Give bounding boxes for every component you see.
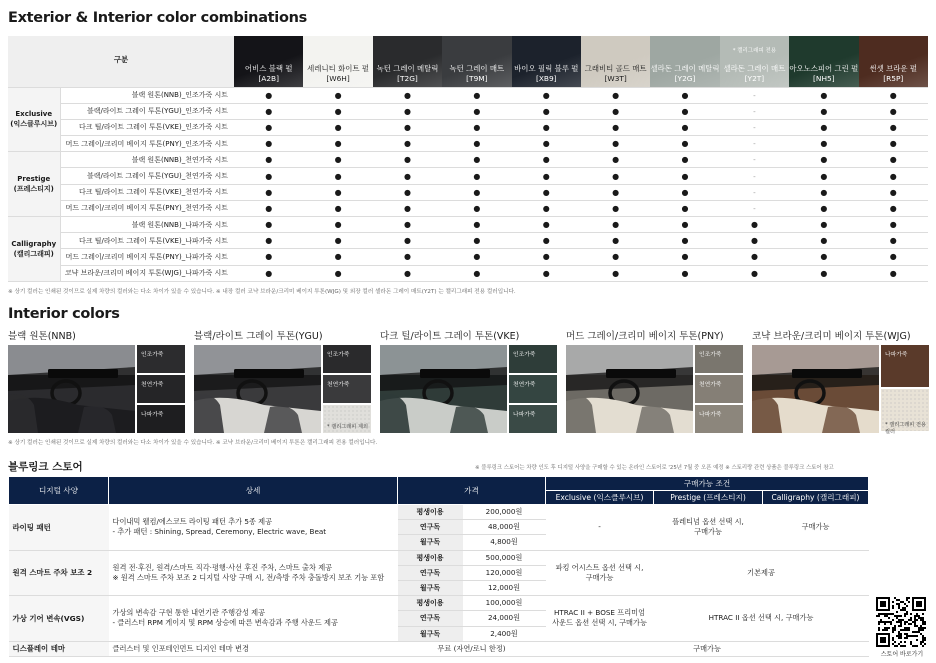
available-mark: ●: [859, 103, 928, 119]
color-header-y2g: [650, 36, 719, 87]
color-name: 녹턴 그레이 매트: [449, 63, 505, 73]
available-mark: ●: [859, 217, 928, 233]
exclusive-header: Exclusive (익스클루시브): [546, 491, 654, 505]
cond-prestige: 플레티넘 옵션 선택 시, 구매가능: [654, 505, 763, 551]
material-swatch: 천연가죽: [509, 375, 557, 403]
unavailable-mark: -: [720, 103, 789, 119]
available-mark: ●: [373, 119, 442, 135]
store-item-name: 디스플레이 테마: [9, 641, 109, 656]
cond-header: 구매가능 조건: [546, 477, 869, 491]
color-header-r5p: [859, 36, 928, 87]
available-mark: ●: [234, 103, 303, 119]
available-mark: ●: [373, 233, 442, 249]
available-mark: ●: [373, 168, 442, 184]
available-mark: ●: [234, 200, 303, 216]
available-mark: ●: [512, 265, 581, 281]
interior-card: [380, 328, 558, 418]
color-header-t2g: [373, 36, 442, 87]
available-mark: ●: [789, 168, 858, 184]
available-mark: ●: [373, 265, 442, 281]
interior-card: [8, 328, 186, 418]
available-mark: ●: [581, 119, 650, 135]
available-mark: ●: [234, 136, 303, 152]
available-mark: ●: [512, 184, 581, 200]
available-mark: ●: [373, 136, 442, 152]
available-mark: ●: [234, 119, 303, 135]
available-mark: ●: [789, 184, 858, 200]
seat-label: 블랙 원톤(NNB)_나파가죽 시트: [60, 217, 234, 233]
material-swatch: 나파가죽: [137, 405, 185, 433]
available-mark: ●: [789, 87, 858, 103]
color-header-row: [8, 36, 928, 87]
color-name: 세레니티 화이트 펄: [307, 63, 369, 73]
available-mark: ●: [373, 87, 442, 103]
available-mark: ●: [650, 249, 719, 265]
combo-row: [8, 168, 928, 184]
color-name: 아오노스피어 그린 펄: [789, 63, 859, 73]
interior-label: 블랙 원톤(NNB): [8, 331, 76, 342]
available-mark: ●: [373, 103, 442, 119]
available-mark: ●: [581, 136, 650, 152]
available-mark: ●: [650, 152, 719, 168]
available-mark: ●: [442, 233, 511, 249]
color-combination-table: [8, 36, 928, 282]
available-mark: ●: [512, 136, 581, 152]
detail-line: - 추가 패턴 : Shining, Spread, Ceremony, Electric wave, Beat: [112, 527, 327, 537]
available-mark: ●: [859, 119, 928, 135]
store-item-detail: [109, 641, 398, 656]
available-mark: ●: [789, 152, 858, 168]
combo-row: [8, 87, 928, 103]
available-mark: ●: [789, 233, 858, 249]
price-header: 가격: [398, 477, 546, 505]
interior-photo: [8, 345, 135, 433]
unavailable-mark: -: [720, 184, 789, 200]
color-code: [T9M]: [466, 73, 488, 83]
cond-calligraphy: 구매가능: [763, 505, 869, 551]
available-mark: ●: [442, 184, 511, 200]
available-mark: ●: [303, 200, 372, 216]
available-mark: ●: [859, 249, 928, 265]
available-mark: ●: [650, 119, 719, 135]
available-mark: ●: [789, 217, 858, 233]
available-mark: ●: [859, 233, 928, 249]
color-note: * 캘리그래피 전용: [732, 47, 777, 54]
store-item-detail: [109, 596, 398, 642]
color-header-a2b: [234, 36, 303, 87]
interior-photo: [752, 345, 879, 433]
combo-row: [8, 265, 928, 281]
unavailable-mark: -: [720, 200, 789, 216]
interior-label: 코냑 브라운/크리미 베이지 투톤(WJG): [752, 331, 911, 342]
price-value: 12,000원: [463, 580, 546, 595]
material-swatch: 인조가죽: [323, 345, 371, 373]
unavailable-mark: -: [720, 87, 789, 103]
detail-line: - 클러스터 RPM 게이지 및 RPM 상승에 따른 변속감과 주행 사운드 제공: [112, 618, 338, 628]
unavailable-mark: -: [720, 152, 789, 168]
seat-label: 블랙/라이트 그레이 투톤(YGU)_인조가죽 시트: [60, 103, 234, 119]
spec-header: 디지털 사양: [9, 477, 109, 505]
price-type: 연구독: [398, 520, 463, 535]
available-mark: ●: [789, 103, 858, 119]
available-mark: ●: [512, 87, 581, 103]
available-mark: ●: [859, 184, 928, 200]
available-mark: ●: [512, 217, 581, 233]
detail-line: ※ 원격 스마트 주차 보조 2 디지털 사양 구매 시, 전/측방 주차 충돌방지 보조 기능 포함: [112, 572, 385, 582]
available-mark: ●: [650, 103, 719, 119]
detail-line: 원격 전·후진, 원격/스마트 직각·평행·사선 후진 주차, 스마트 출차 제공: [112, 562, 333, 572]
store-item-detail: [109, 505, 398, 551]
seat-label: 코냑 브라운/크리미 베이지 투톤(WJG)_나파가죽 시트: [60, 265, 234, 281]
available-mark: ●: [303, 119, 372, 135]
material-swatch: 천연가죽: [137, 375, 185, 403]
material-swatch: * 캘리그래피 전용 컬러: [881, 389, 929, 431]
store-row: [9, 505, 869, 520]
available-mark: ●: [512, 119, 581, 135]
material-swatch: 천연가죽: [323, 375, 371, 403]
interior-label: 머드 그레이/크리미 베이지 투톤(PNY): [566, 331, 724, 342]
cond-prestige-calligraphy: HTRAC II 옵션 선택 시, 구매가능: [654, 596, 869, 642]
available-mark: ●: [373, 184, 442, 200]
combo-row: [8, 217, 928, 233]
price-value: 2,400원: [463, 626, 546, 641]
available-mark: ●: [789, 265, 858, 281]
seat-label: 블랙 원톤(NNB)_천연가죽 시트: [60, 152, 234, 168]
interior-photo: [194, 345, 321, 433]
cond-exclusive: 파킹 어시스트 옵션 선택 시, 구매가능: [546, 550, 654, 596]
seat-label: 다크 틸/라이트 그레이 투톤(VKE)_천연가죽 시트: [60, 184, 234, 200]
store-item-name: 라이팅 패턴: [9, 505, 109, 551]
material-swatch: 나파가죽: [695, 405, 743, 433]
available-mark: ●: [859, 152, 928, 168]
interior-card: [194, 328, 372, 430]
available-mark: ●: [303, 184, 372, 200]
available-mark: ●: [303, 265, 372, 281]
calligraphy-header: Calligraphy (캘리그래피): [763, 491, 869, 505]
trim-label: Calligraphy (캘리그래피): [8, 217, 60, 282]
price-free: 무료 (자연/로니 한정): [398, 641, 546, 656]
material-swatch: 나파가죽: [509, 405, 557, 433]
price-value: 100,000원: [463, 596, 546, 611]
gubun-header: 구분: [8, 36, 234, 87]
available-mark: ●: [442, 103, 511, 119]
detail-header: 상세: [109, 477, 398, 505]
available-mark: ●: [234, 87, 303, 103]
material-swatch: * 캘리그래피 제외: [323, 405, 371, 433]
cond-exclusive: -: [546, 505, 654, 551]
available-mark: ●: [303, 217, 372, 233]
available-mark: ●: [650, 233, 719, 249]
price-value: 24,000원: [463, 611, 546, 626]
store-row: [9, 596, 869, 611]
available-mark: ●: [581, 152, 650, 168]
available-mark: ●: [512, 152, 581, 168]
color-code: [Y2T]: [744, 73, 765, 83]
color-code: [W3T]: [604, 73, 627, 83]
available-mark: ●: [581, 200, 650, 216]
available-mark: ●: [581, 87, 650, 103]
price-type: 월구독: [398, 535, 463, 550]
available-mark: ●: [234, 217, 303, 233]
cond-exclusive: HTRAC II + BOSE 프리미엄 사운드 옵션 선택 시, 구매가능: [546, 596, 654, 642]
available-mark: ●: [512, 233, 581, 249]
interior-title: Interior colors: [8, 306, 120, 322]
interior-card: [752, 328, 930, 435]
price-type: 평생이용: [398, 596, 463, 611]
combo-row: [8, 119, 928, 135]
cond-all: 구매가능: [546, 641, 869, 656]
available-mark: ●: [303, 87, 372, 103]
price-value: 500,000원: [463, 550, 546, 565]
available-mark: ●: [442, 168, 511, 184]
available-mark: ●: [234, 168, 303, 184]
combos-title: Exterior & Interior color combinations: [8, 10, 307, 26]
available-mark: ●: [859, 200, 928, 216]
available-mark: ●: [373, 217, 442, 233]
available-mark: ●: [442, 87, 511, 103]
trim-label: Prestige (프레스티지): [8, 152, 60, 217]
available-mark: ●: [442, 136, 511, 152]
interior-card: [566, 328, 744, 418]
available-mark: ●: [581, 184, 650, 200]
available-mark: ●: [442, 249, 511, 265]
available-mark: ●: [303, 136, 372, 152]
seat-label: 다크 틸/라이트 그레이 투톤(VKE)_인조가죽 시트: [60, 119, 234, 135]
available-mark: ●: [581, 103, 650, 119]
combo-row: [8, 233, 928, 249]
available-mark: ●: [789, 136, 858, 152]
trim-label: Exclusive (익스클루시브): [8, 87, 60, 152]
color-code: [NH5]: [813, 73, 835, 83]
color-name: 셀라돈 그레이 매트: [723, 63, 786, 73]
color-code: [W6H]: [326, 73, 350, 83]
store-note: ※ 블루링크 스토어는 차량 인도 후 디지털 사양을 구매할 수 있는 온라인 스토어로 '25년 7월 중 오픈 예정 ※ 스토리랑 관련 상품은 블루링크 스토어 참고: [475, 465, 834, 471]
color-code: [T2G]: [397, 73, 418, 83]
color-name: 그래비티 골드 매트: [584, 63, 647, 73]
price-value: 48,000원: [463, 520, 546, 535]
color-name: 셀라돈 그레이 메탈릭: [650, 63, 720, 73]
price-value: 4,800원: [463, 535, 546, 550]
available-mark: ●: [303, 103, 372, 119]
color-name: 어비스 블랙 펄: [244, 63, 293, 73]
color-header-nh5: [789, 36, 858, 87]
available-mark: ●: [720, 217, 789, 233]
available-mark: ●: [859, 168, 928, 184]
available-mark: ●: [512, 103, 581, 119]
color-header-xb9: [512, 36, 581, 87]
available-mark: ●: [650, 200, 719, 216]
available-mark: ●: [581, 249, 650, 265]
available-mark: ●: [789, 200, 858, 216]
store-row: [9, 550, 869, 565]
material-swatch: 천연가죽: [695, 375, 743, 403]
price-type: 평생이용: [398, 550, 463, 565]
detail-line: 클러스터 및 인포테인먼트 디지인 테마 변경: [112, 643, 249, 653]
available-mark: ●: [581, 265, 650, 281]
interior-footnote: ※ 상기 컬러는 인쇄된 것이므로 실제 차량의 컬러와는 다소 차이가 있을 수 있습니다. ※ 코냑 브라운/크리미 베이지 투톤은 캘리그래피 전용 컬러입니다.: [8, 440, 378, 446]
price-type: 연구독: [398, 611, 463, 626]
available-mark: ●: [373, 249, 442, 265]
available-mark: ●: [442, 217, 511, 233]
seat-label: 블랙 원톤(NNB)_인조가죽 시트: [60, 87, 234, 103]
available-mark: ●: [442, 152, 511, 168]
interior-photo: [566, 345, 693, 433]
available-mark: ●: [650, 265, 719, 281]
available-mark: ●: [720, 233, 789, 249]
available-mark: ●: [650, 217, 719, 233]
color-header-w3t: [581, 36, 650, 87]
color-code: [A2B]: [258, 73, 279, 83]
interior-label: 다크 틸/라이트 그레이 투톤(VKE): [380, 331, 520, 342]
price-type: 월구독: [398, 580, 463, 595]
color-name: 썬셋 브라운 펄: [869, 63, 918, 73]
available-mark: ●: [442, 200, 511, 216]
available-mark: ●: [859, 136, 928, 152]
combo-row: [8, 200, 928, 216]
material-swatch: 나파가죽: [881, 345, 929, 387]
available-mark: ●: [442, 265, 511, 281]
price-type: 월구독: [398, 626, 463, 641]
color-code: [Y2G]: [674, 73, 696, 83]
interior-photo: [380, 345, 507, 433]
combo-row: [8, 136, 928, 152]
unavailable-mark: -: [720, 168, 789, 184]
available-mark: ●: [234, 233, 303, 249]
detail-line: 다이내믹 웰컴/에스코트 라이팅 패턴 추가 5종 제공: [112, 517, 273, 527]
available-mark: ●: [512, 249, 581, 265]
price-type: 평생이용: [398, 505, 463, 520]
available-mark: ●: [720, 265, 789, 281]
material-swatch: 인조가죽: [509, 345, 557, 373]
store-row: [9, 641, 869, 656]
available-mark: ●: [512, 168, 581, 184]
available-mark: ●: [234, 152, 303, 168]
available-mark: ●: [581, 217, 650, 233]
available-mark: ●: [234, 265, 303, 281]
qr-icon: [876, 597, 926, 647]
available-mark: ●: [581, 233, 650, 249]
available-mark: ●: [650, 87, 719, 103]
qr-label: 스토어 바로가기: [880, 651, 924, 658]
detail-line: 가상의 변속감 구현 통한 내연기관 주행감성 제공: [112, 608, 266, 618]
unavailable-mark: -: [720, 136, 789, 152]
available-mark: ●: [234, 249, 303, 265]
price-value: 120,000원: [463, 565, 546, 580]
unavailable-mark: -: [720, 119, 789, 135]
seat-label: 블랙/라이트 그레이 투톤(YGU)_천연가죽 시트: [60, 168, 234, 184]
combo-row: [8, 249, 928, 265]
price-type: 연구독: [398, 565, 463, 580]
color-name: 바이오 필릭 블루 펄: [514, 63, 579, 73]
seat-label: 머드 그레이/크리미 베이지 투톤(PNY)_천연가죽 시트: [60, 200, 234, 216]
available-mark: ●: [512, 200, 581, 216]
seat-label: 머드 그레이/크리미 베이지 투톤(PNY)_나파가죽 시트: [60, 249, 234, 265]
available-mark: ●: [720, 249, 789, 265]
price-value: 200,000원: [463, 505, 546, 520]
interior-label: 블랙/라이트 그레이 투톤(YGU): [194, 331, 323, 342]
color-header-t9m: [442, 36, 511, 87]
store-qr-code[interactable]: [876, 597, 926, 647]
available-mark: ●: [581, 168, 650, 184]
available-mark: ●: [859, 87, 928, 103]
color-header-w6h: [303, 36, 372, 87]
store-item-detail: [109, 550, 398, 596]
material-swatch: 인조가죽: [695, 345, 743, 373]
prestige-header: Prestige (프레스티지): [654, 491, 763, 505]
store-title: 블루링크 스토어: [8, 461, 83, 473]
color-code: [XB9]: [535, 73, 557, 83]
available-mark: ●: [303, 152, 372, 168]
available-mark: ●: [303, 249, 372, 265]
bluelink-store-table: [8, 476, 869, 657]
available-mark: ●: [303, 233, 372, 249]
available-mark: ●: [650, 184, 719, 200]
available-mark: ●: [303, 168, 372, 184]
material-swatch: 인조가죽: [137, 345, 185, 373]
available-mark: ●: [789, 249, 858, 265]
available-mark: ●: [234, 184, 303, 200]
available-mark: ●: [373, 152, 442, 168]
combo-row: [8, 184, 928, 200]
available-mark: ●: [789, 119, 858, 135]
store-item-name: 원격 스마트 주차 보조 2: [9, 550, 109, 596]
cond-prestige-calligraphy: 기본제공: [654, 550, 869, 596]
color-name: 녹턴 그레이 메탈릭: [376, 63, 439, 73]
available-mark: ●: [442, 119, 511, 135]
color-header-y2t: [720, 36, 789, 87]
available-mark: ●: [859, 265, 928, 281]
seat-label: 머드 그레이/크리미 베이지 투톤(PNY)_인조가죽 시트: [60, 136, 234, 152]
seat-label: 다크 틸/라이트 그레이 투톤(VKE)_나파가죽 시트: [60, 233, 234, 249]
store-item-name: 가상 기어 변속(VGS): [9, 596, 109, 642]
color-code: [R5P]: [883, 73, 904, 83]
combo-row: [8, 152, 928, 168]
combo-footnote: ※ 상기 컬러는 인쇄된 것이므로 실제 차량의 컬러와는 다소 차이가 있을 수 있습니다. ※ 내장 컬러 코냑 브라운/크리미 베이지 투톤(WJG) 및 외장 컬러 셀라돈 그레이 매트(Y2T) 는 캘리그래피 전용 컬러입니다.: [8, 289, 516, 295]
combo-row: [8, 103, 928, 119]
available-mark: ●: [650, 136, 719, 152]
available-mark: ●: [373, 200, 442, 216]
available-mark: ●: [650, 168, 719, 184]
